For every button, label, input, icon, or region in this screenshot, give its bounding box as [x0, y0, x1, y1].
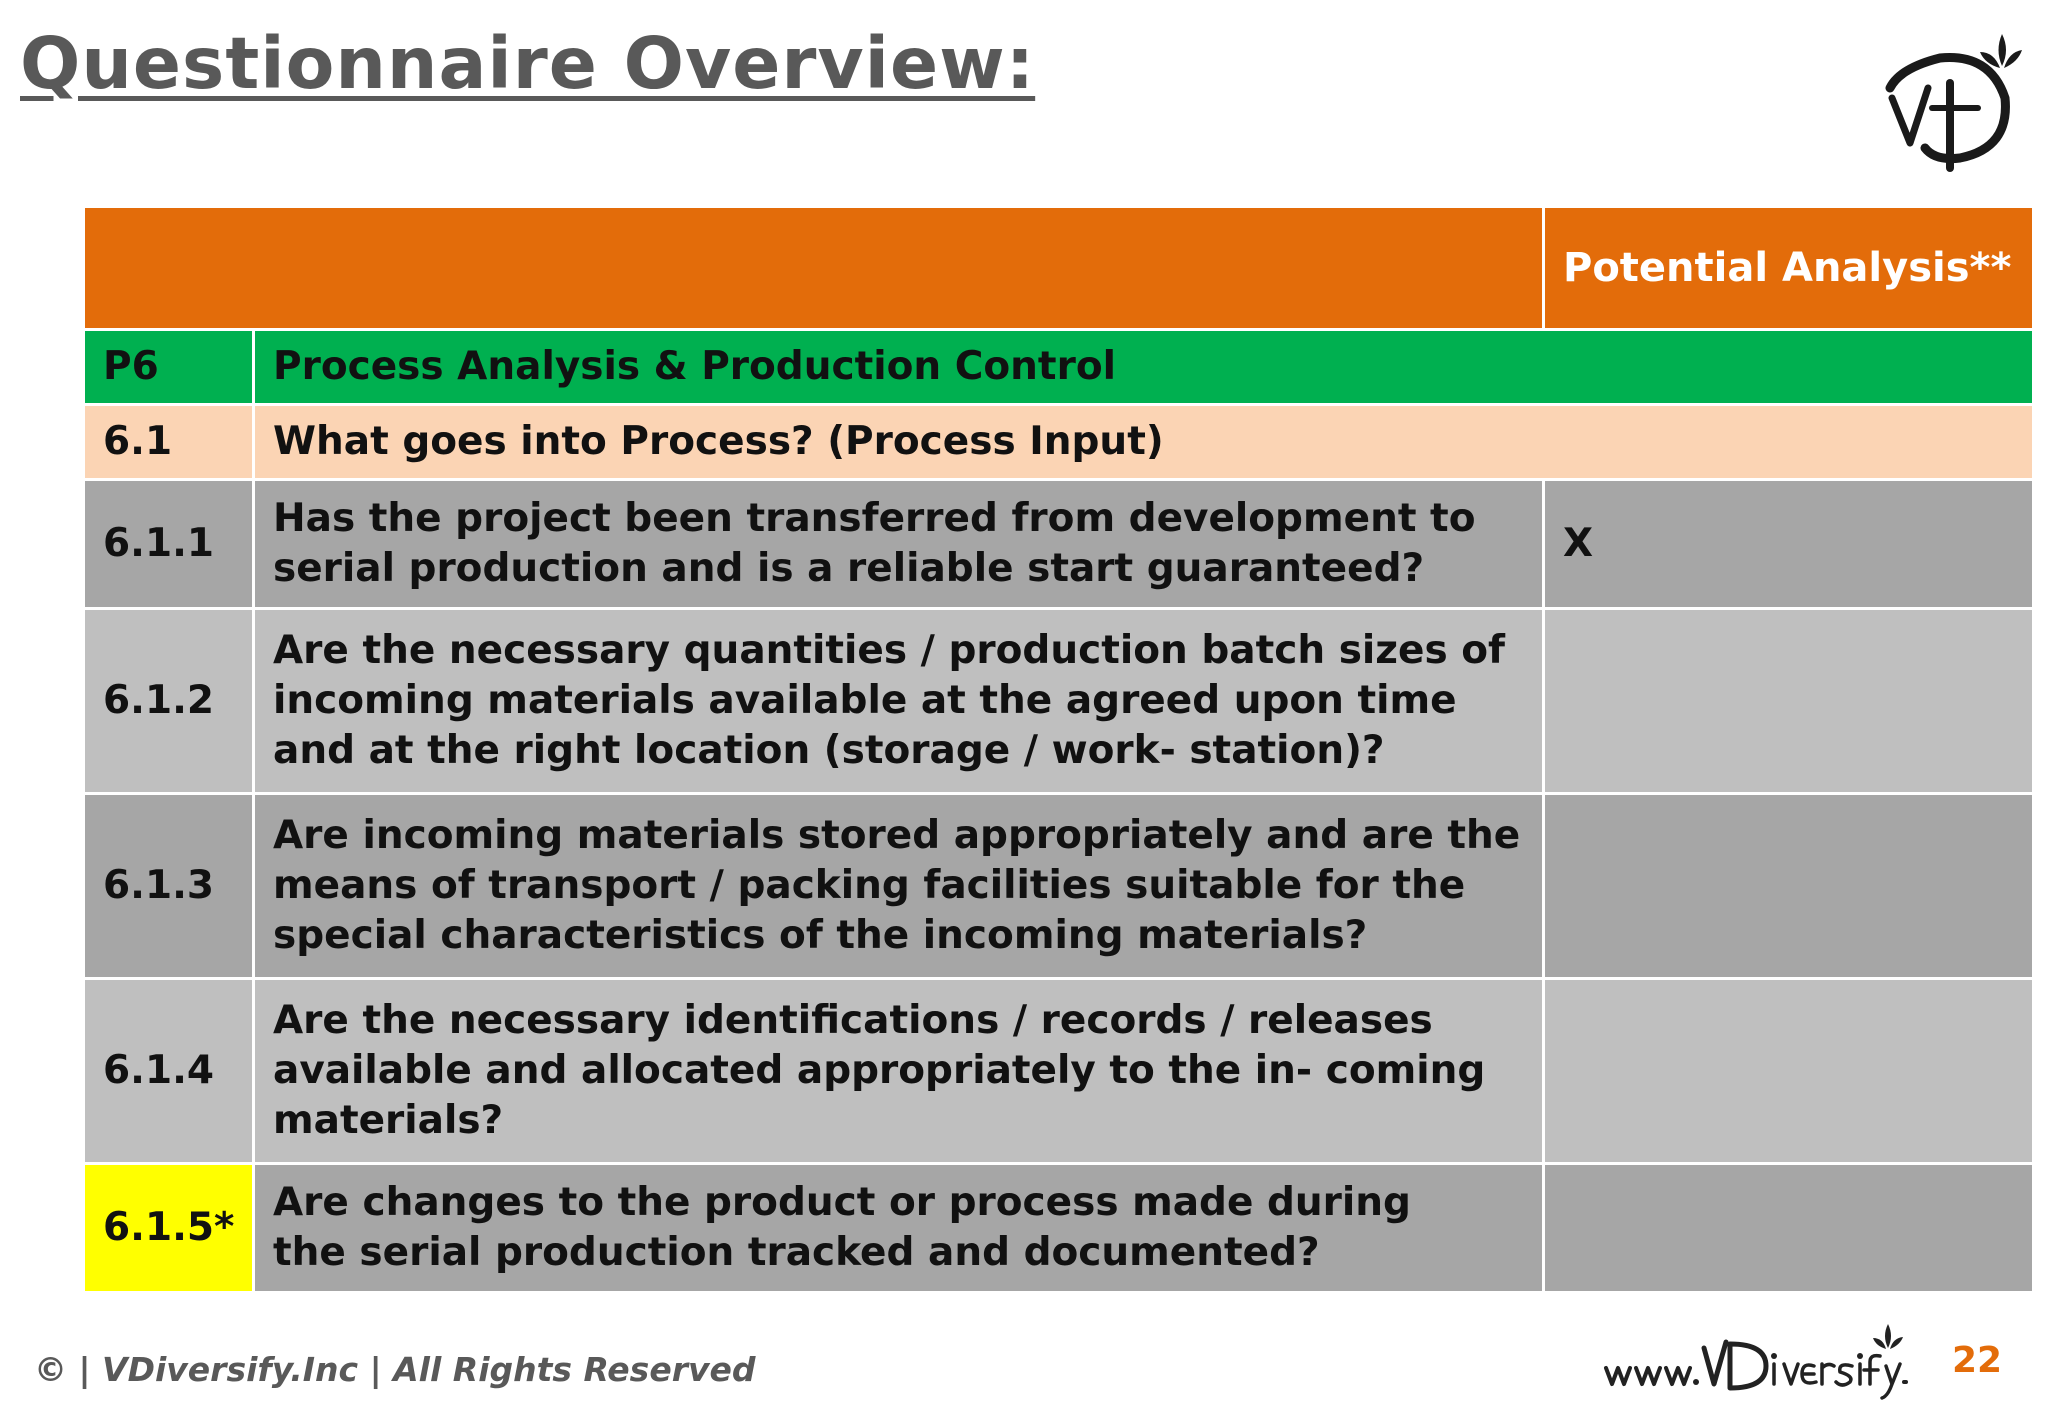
table-row: [84, 1164, 2034, 1293]
row-id-highlighted: 6.1.5*: [84, 1164, 254, 1293]
row-question: [254, 979, 1544, 1164]
question-line: the serial production tracked and documented?: [273, 1230, 1320, 1275]
section-row: [84, 330, 2034, 405]
question-line: incoming materials available at the agreed upon time: [273, 678, 1457, 723]
subsection-row: [84, 405, 2034, 480]
potential-analysis-mark: [1544, 609, 2034, 794]
question-line: Are incoming materials stored appropriately and are the: [273, 813, 1521, 858]
question-line: means of transport / packing facilities suitable for the: [273, 863, 1466, 908]
question-line: special characteristics of the incoming materials?: [273, 913, 1368, 958]
question-line: Has the project been transferred from development to: [273, 496, 1476, 541]
page-title: Questionnaire Overview:: [20, 22, 1036, 105]
row-question: [254, 1164, 1544, 1293]
row-question: [254, 609, 1544, 794]
vd-logo-icon: [1870, 28, 2030, 178]
table-row: [84, 979, 2034, 1164]
question-line: serial production and is a reliable start guaranteed?: [273, 546, 1425, 591]
question-line: Are changes to the product or process made during: [273, 1180, 1411, 1225]
row-question: [254, 480, 1544, 609]
potential-analysis-mark: [1544, 794, 2034, 979]
table-header-row: [84, 207, 2034, 330]
header-blank-cell: [84, 207, 1544, 330]
vdiversify-wordmark-logo: [1598, 1318, 1918, 1402]
row-id: 6.1.4: [84, 979, 254, 1164]
table-row: [84, 480, 2034, 609]
question-line: Are the necessary quantities / production batch sizes of: [273, 628, 1506, 673]
page-number: 22: [1952, 1340, 2003, 1381]
row-id: 6.1: [84, 405, 254, 480]
row-question: Process Analysis & Production Control: [254, 330, 2034, 405]
questionnaire-table: [82, 205, 2035, 1294]
table-row: [84, 609, 2034, 794]
row-id: 6.1.2: [84, 609, 254, 794]
question-line: Are the necessary identifications / records / releases: [273, 998, 1433, 1043]
table-row: [84, 794, 2034, 979]
potential-analysis-mark: [1544, 1164, 2034, 1293]
question-line: and at the right location (storage / work- station)?: [273, 728, 1385, 773]
row-question: [254, 794, 1544, 979]
header-potential-analysis: Potential Analysis**: [1544, 207, 2034, 330]
row-id: 6.1.1: [84, 480, 254, 609]
row-question: What goes into Process? (Process Input): [254, 405, 2034, 480]
question-line: available and allocated appropriately to the in- coming: [273, 1048, 1486, 1093]
potential-analysis-mark: X: [1544, 480, 2034, 609]
copyright-notice: © | VDiversify.Inc | All Rights Reserved: [34, 1350, 756, 1389]
question-line: materials?: [273, 1098, 504, 1143]
row-id: 6.1.3: [84, 794, 254, 979]
potential-analysis-mark: [1544, 979, 2034, 1164]
row-id: P6: [84, 330, 254, 405]
